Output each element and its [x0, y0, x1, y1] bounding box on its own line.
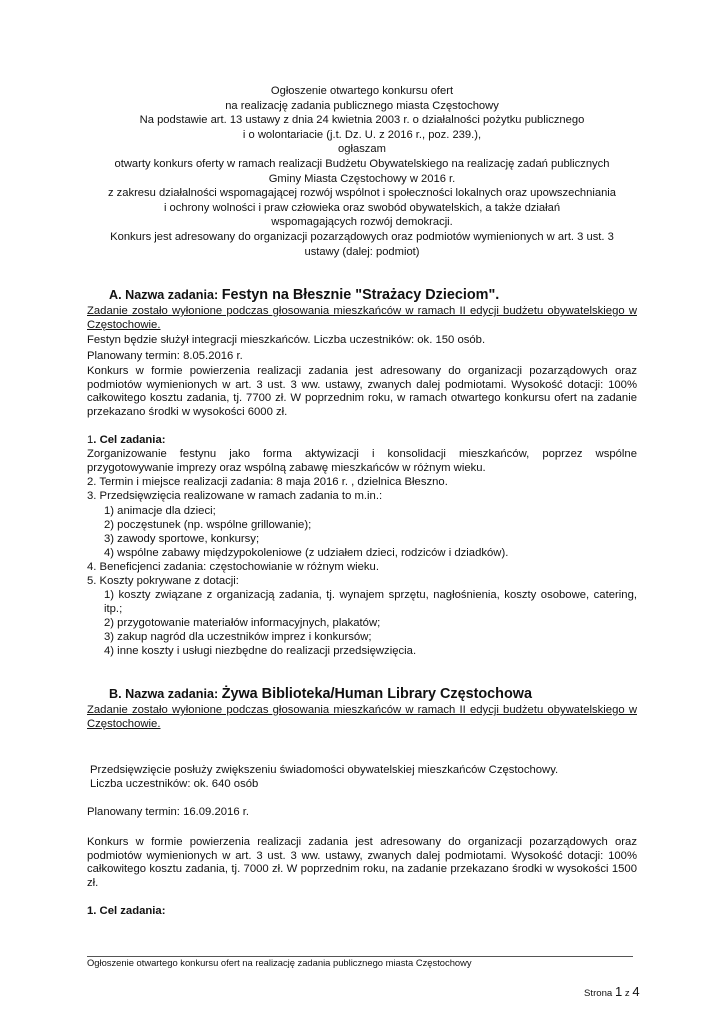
header-line: i o wolontariacie (j.t. Dz. U. z 2016 r., poz. 239.), — [242, 128, 482, 141]
header-line: ogłaszam — [338, 143, 386, 156]
section-b-title — [109, 685, 532, 703]
section-a-name: Festyn na Błesznie "Strażacy Dzieciom". — [221, 287, 500, 303]
header-line: z zakresu działalności wspomagającej rozwój wspólnot i społeczności lokalnych oraz upowszechniania — [107, 187, 617, 200]
header-line: Ogłoszenie otwartego konkursu ofert — [270, 85, 454, 97]
cost-item: 3) zakup nagród dla uczestników imprez i konkursów; — [104, 631, 372, 643]
activity-item: 1) animacje dla dzieci; — [104, 505, 216, 517]
header-line: wspomagających rozwój demokracji. — [271, 216, 453, 229]
header-line: otwarty konkurs oferty w ramach realizacji Budżetu Obywatelskiego na realizację zadań publicznych — [114, 157, 610, 170]
section-a-activities-heading: 3. Przedsięwzięcia realizowane w ramach zadania to m.in.: — [87, 490, 383, 502]
section-b-goal-heading: 1. Cel zadania: — [87, 905, 166, 917]
section-b-funding: Konkurs w formie powierzenia realizacji zadania jest adresowany do organizacji pozarządowych oraz podmiotów wymienionych w art. 3 ust. 3 ww. ustawy, zwanych dalej podmiotami. Wysokość dotacji: 100% całkowitego kosztu zadania, tj. 7000 zł. W poprzednim roku, na zadanie przekazano środki w wysokości 1500 zł. — [87, 836, 637, 889]
section-a-title — [109, 286, 499, 304]
cost-item: 2) przygotowanie materiałów informacyjnych, plakatów; — [104, 617, 381, 629]
header-line: na realizację zadania publicznego miasta Częstochowy — [225, 99, 499, 112]
activity-item: 4) wspólne zabawy międzypokoleniowe (z udziałem dzieci, rodziców i dziadków). — [104, 547, 509, 559]
page-number: Strona 1 z 4 — [584, 984, 640, 999]
goal-heading-text: . Cel zadania: — [93, 434, 166, 446]
section-a-selected-note: Zadanie zostało wyłonione podczas głosowania mieszkańców w ramach II edycji budżetu obywatelskiego w Częstochowie. — [87, 305, 637, 331]
section-b-purpose: Przedsięwzięcie posłuży zwiększeniu świadomości obywatelskiej mieszkańców Częstochowy. — [90, 764, 559, 776]
activity-item: 3) zawody sportowe, konkursy; — [104, 533, 260, 545]
section-a-label: A. Nazwa zadania: — [109, 288, 222, 302]
section-a-goal-text: Zorganizowanie festynu jako forma aktywizacji i konsolidacji mieszkańców, poprzez wspólne przygotowywanie imprezy oraz wspólną zabawę mieszkańców w różnym wieku. — [87, 448, 637, 474]
section-a-planned-date: Planowany termin: 8.05.2016 r. — [87, 350, 243, 362]
cost-item: 4) inne koszty i usługi niezbędne do realizacji przedsięwzięcia. — [104, 645, 417, 657]
section-b-planned-date: Planowany termin: 16.09.2016 r. — [87, 806, 250, 818]
section-a-term-place: 2. Termin i miejsce realizacji zadania: 8 maja 2016 r. , dzielnica Błeszno. — [87, 476, 448, 488]
section-b-label: B. Nazwa zadania: — [109, 687, 222, 701]
header-line: Na podstawie art. 13 ustawy z dnia 24 kwietnia 2003 r. o działalności pożytku publicznego — [139, 114, 585, 127]
cost-item: 1) koszty związane z organizacją zadania, tj. wynajem sprzętu, nagłośnienia, koszty osobowe, catering, itp.; — [104, 589, 637, 615]
header-line: Gminy Miasta Częstochowy w 2016 r. — [268, 172, 456, 185]
section-a-purpose: Festyn będzie służył integracji mieszkańców. Liczba uczestników: ok. 150 osób. — [87, 334, 486, 346]
activity-item: 2) poczęstunek (np. wspólne grillowanie); — [104, 519, 312, 531]
section-b-selected-note: Zadanie zostało wyłonione podczas głosowania mieszkańców w ramach II edycji budżetu obywatelskiego w Częstochowie. — [87, 704, 637, 730]
goal-number: 1 — [87, 434, 94, 446]
section-a-funding: Konkurs w formie powierzenia realizacji zadania jest adresowany do organizacji pozarządowych oraz podmiotów wymienionych w art. 3 ust. 3 ww. ustawy, zwanych dalej podmiotami. Wysokość dotacji: 100% całkowitego kosztu zadania, tj. 7700 zł. W poprzednim roku, w ramach otwartego konkursu ofert na zadanie przekazano środki w wysokości 6000 zł. — [87, 365, 637, 418]
section-b-name: Żywa Biblioteka/Human Library Częstochowa — [221, 686, 532, 702]
footer-text: Ogłoszenie otwartego konkursu ofert na realizację zadania publicznego miasta Częstochowy — [87, 957, 472, 968]
header-line: ustawy (dalej: podmiot) — [304, 245, 420, 258]
header-line: i ochrony wolności i praw człowieka oraz swobód obywatelskich, a także działań — [163, 201, 561, 214]
header-line: Konkurs jest adresowany do organizacji pozarządowych oraz podmiotów wymienionych w art. 3 ust. 3 — [110, 230, 614, 243]
section-a-beneficiaries: 4. Beneficjenci zadania: częstochowianie w różnym wieku. — [87, 561, 379, 573]
section-b-participants: Liczba uczestników: ok. 640 osób — [90, 778, 259, 790]
announcement-header — [80, 84, 644, 259]
section-a-costs-heading: 5. Koszty pokrywane z dotacji: — [87, 575, 239, 587]
section-a-goal-heading — [87, 434, 166, 448]
